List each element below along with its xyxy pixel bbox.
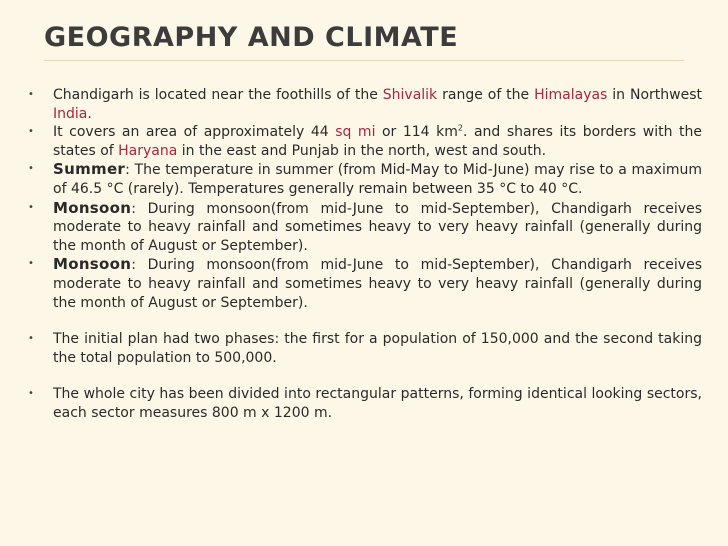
bullet-term: Summer — [53, 160, 126, 179]
bullet-item — [0, 255, 728, 312]
bullet-text: : During monsoon(from mid-June to mid-September), Chandigarh receives moderate to heavy rainfall and sometimes heavy to very heavy rainfall (generally during the month of August or September). — [53, 200, 702, 254]
bullet-icon: • — [28, 201, 34, 213]
bullet-item — [0, 330, 728, 367]
bullet-term: Monsoon — [53, 198, 132, 217]
superscript: 2 — [457, 123, 463, 133]
bullet-item — [0, 160, 728, 198]
bullet-list — [0, 86, 728, 423]
bullet-text: : The temperature in summer (from Mid-May to Mid-June) may rise to a maximum of 46.5 °C (rarely). Temperatures generally remain between 35 °C to 40 °C. — [53, 162, 702, 197]
wiki-link[interactable]: sq mi — [335, 124, 376, 141]
bullet-icon: • — [28, 333, 34, 345]
bullet-item — [0, 123, 728, 160]
bullet-spacer — [0, 367, 728, 385]
wiki-link[interactable]: Shivalik — [382, 87, 438, 103]
bullet-text: . and shares its borders with the states of — [53, 124, 702, 159]
bullet-term: Monsoon — [53, 255, 132, 274]
bullet-icon: • — [28, 388, 34, 400]
bullet-item — [0, 199, 728, 256]
slide-title: GEOGRAPHY AND CLIMATE — [44, 22, 459, 53]
wiki-link[interactable]: Himalayas — [534, 87, 608, 103]
wiki-link[interactable]: Haryana — [118, 142, 178, 159]
bullet-text: The whole city has been divided into rectangular patterns, forming identical looking sectors, each sector measures 800 m x 1200 m. — [53, 386, 702, 421]
bullet-text: It covers an area of approximately 44 — [53, 124, 336, 141]
bullet-text: Chandigarh is located near the foothills of the — [53, 87, 383, 103]
bullet-text: or 114 km — [375, 124, 458, 141]
bullet-spacer — [0, 312, 728, 330]
bullet-icon: • — [28, 89, 34, 100]
bullet-text: in the east and Punjab in the north, west and south. — [177, 142, 547, 159]
bullet-item — [0, 86, 728, 123]
bullet-text: in Northwest — [607, 87, 702, 103]
bullet-text: : During monsoon(from mid-June to mid-September), Chandigarh receives moderate to heavy rainfall and sometimes heavy to very heavy rainfall (generally during the month of August or September). — [53, 257, 702, 311]
bullet-item — [0, 385, 728, 422]
bullet-icon: • — [28, 163, 34, 175]
bullet-icon: • — [28, 126, 34, 138]
bullet-text: range of the — [437, 87, 535, 103]
bullet-text: The initial plan had two phases: the first for a population of 150,000 and the second taking the total population to 500,000. — [53, 331, 702, 366]
bullet-icon: • — [28, 258, 34, 270]
bullet-text: . — [87, 105, 92, 122]
title-divider — [44, 60, 684, 61]
wiki-link[interactable]: India — [53, 105, 88, 122]
